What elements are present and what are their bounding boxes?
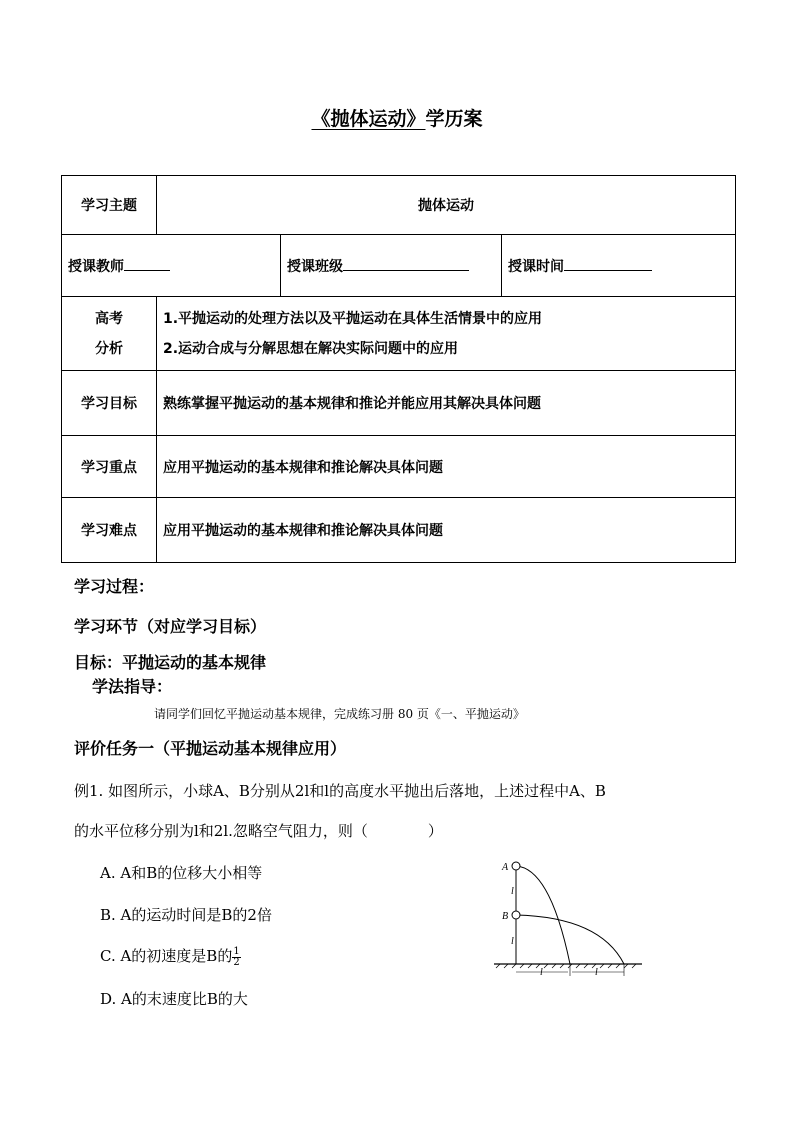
label-b: B bbox=[502, 911, 509, 922]
topic-value: 抛体运动 bbox=[157, 176, 736, 235]
topic-label: 学习主题 bbox=[62, 176, 157, 235]
goal-value: 熟练掌握平抛运动的基本规律和推论并能应用其解决具体问题 bbox=[157, 371, 736, 436]
exam-analysis-value bbox=[157, 297, 736, 371]
document-title bbox=[0, 104, 794, 131]
method-text: 请同学们回忆平抛运动基本规律，完成练习册 80 页《一、平抛运动》 bbox=[154, 707, 525, 721]
exam-item-2: 2.运动合成与分解思想在解决实际问题中的应用 bbox=[163, 340, 459, 357]
option-c-fraction bbox=[232, 947, 240, 968]
ball-a bbox=[512, 862, 520, 870]
target-heading: 目标：平抛运动的基本规律 bbox=[74, 653, 267, 672]
time-cell bbox=[502, 235, 736, 297]
question-line-1: 例1. 如图所示，小球A、B分别从2l和l的高度水平抛出后落地，上述过程中A、B bbox=[74, 782, 606, 800]
exam-label-line2: 分析 bbox=[95, 340, 123, 357]
question-line-2: 的水平位移分别为l和2l.忽略空气阻力，则（ ） bbox=[74, 822, 443, 840]
class-blank[interactable] bbox=[343, 256, 469, 271]
teacher-cell bbox=[62, 235, 281, 297]
time-label: 授课时间 bbox=[508, 258, 564, 275]
projectile-figure bbox=[490, 852, 660, 982]
option-d[interactable]: D. A的末速度比B的大 bbox=[100, 990, 248, 1008]
method-heading: 学法指导： bbox=[92, 677, 173, 696]
teacher-blank[interactable] bbox=[124, 256, 170, 271]
fraction-numerator: 1 bbox=[233, 945, 240, 957]
key-point-value: 应用平抛运动的基本规律和推论解决具体问题 bbox=[157, 436, 736, 498]
ball-b bbox=[512, 911, 520, 919]
exam-item-1: 1.平抛运动的处理方法以及平抛运动在具体生活情景中的应用 bbox=[163, 310, 543, 327]
label-l-horizontal-1: l bbox=[540, 967, 543, 978]
trajectory-b bbox=[516, 915, 624, 964]
key-point-label: 学习重点 bbox=[62, 436, 157, 498]
label-l-upper: l bbox=[511, 886, 514, 897]
exam-label-line1: 高考 bbox=[95, 310, 123, 327]
label-l-horizontal-2: l bbox=[595, 967, 598, 978]
task-heading: 评价任务一（平抛运动基本规律应用） bbox=[74, 739, 347, 758]
label-a: A bbox=[502, 862, 509, 873]
title-suffix: 学历案 bbox=[425, 108, 483, 130]
class-label: 授课班级 bbox=[287, 258, 343, 275]
option-b[interactable]: B. A的运动时间是B的2倍 bbox=[100, 906, 272, 924]
label-l-lower: l bbox=[511, 936, 514, 947]
time-blank[interactable] bbox=[564, 256, 652, 271]
stage-heading: 学习环节（对应学习目标） bbox=[74, 617, 267, 636]
title-underlined: 《抛体运动》 bbox=[311, 108, 426, 130]
option-c[interactable] bbox=[100, 945, 241, 968]
exam-analysis-label bbox=[62, 297, 157, 371]
option-c-text: C. A的初速度是B的 bbox=[100, 947, 233, 965]
teacher-label: 授课教师 bbox=[68, 258, 124, 275]
lesson-info-table bbox=[61, 175, 736, 563]
difficulty-label: 学习难点 bbox=[62, 498, 157, 563]
class-cell bbox=[281, 235, 502, 297]
option-a[interactable]: A. A和B的位移大小相等 bbox=[100, 864, 263, 882]
dimension-arrows bbox=[516, 964, 624, 976]
goal-label: 学习目标 bbox=[62, 371, 157, 436]
process-heading: 学习过程： bbox=[74, 577, 155, 596]
fraction-denominator: 2 bbox=[233, 956, 240, 968]
difficulty-value: 应用平抛运动的基本规律和推论解决具体问题 bbox=[157, 498, 736, 563]
